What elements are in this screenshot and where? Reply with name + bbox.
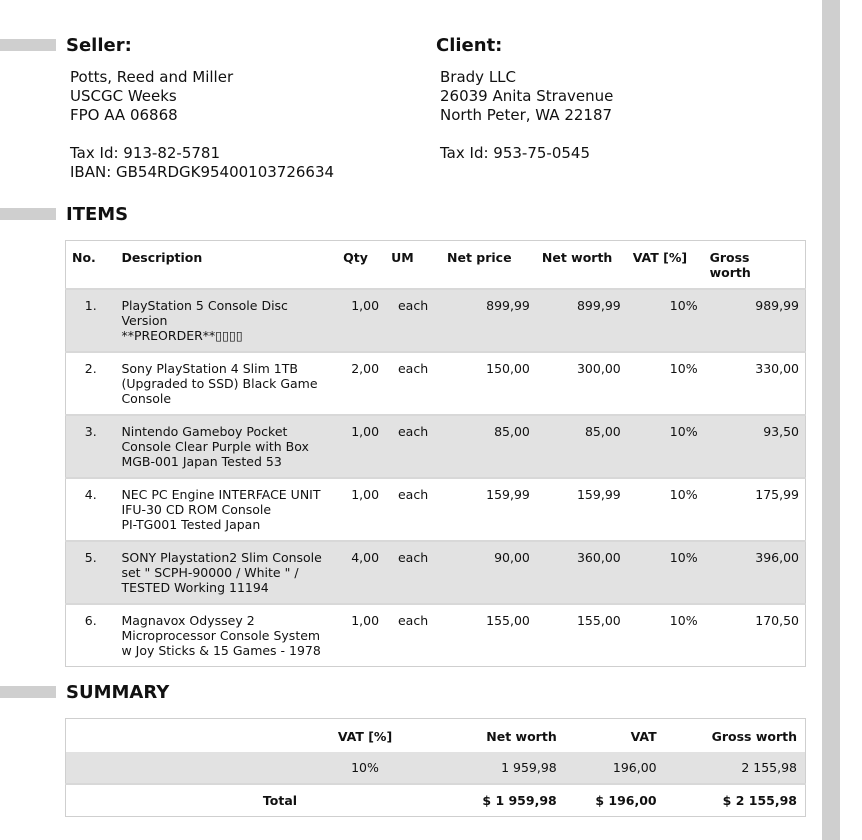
summary-col-vat: VAT [%]	[337, 728, 393, 744]
desc-line: MGB-001 Japan Tested 53	[121, 454, 282, 469]
item-net-worth: 159,99	[536, 478, 627, 541]
item-qty: 2,00	[337, 352, 385, 415]
col-net-price: Net price	[441, 241, 536, 290]
item-gross-worth: 330,00	[704, 352, 806, 415]
summary-total-label: Total	[66, 784, 306, 817]
summary-rate-label	[66, 752, 306, 784]
desc-line: SONY Playstation2 Slim Console	[121, 550, 322, 565]
client-name: Brady LLC	[440, 68, 517, 86]
desc-line: TESTED Working 11194	[121, 580, 269, 595]
section-marker-items	[0, 208, 56, 220]
desc-line: IFU-30 CD ROM Console	[121, 502, 272, 517]
item-um: each	[385, 415, 441, 478]
item-net-price: 150,00	[441, 352, 536, 415]
desc-line: NEC PC Engine INTERFACE UNIT	[121, 487, 321, 502]
col-gross-worth	[704, 241, 806, 290]
item-vat: 10%	[627, 352, 704, 415]
item-net-worth: 360,00	[536, 541, 627, 604]
table-row	[66, 415, 806, 478]
item-net-worth: 85,00	[536, 415, 627, 478]
col-net-worth: Net worth	[536, 241, 627, 290]
desc-line: (Upgraded to SSD) Black Game	[121, 376, 318, 391]
item-description	[115, 541, 337, 604]
client-info	[440, 68, 613, 163]
table-row	[66, 541, 806, 604]
desc-line: Nintendo Gameboy Pocket	[121, 424, 288, 439]
item-um: each	[397, 613, 429, 628]
seller-info	[70, 68, 334, 182]
seller-name: Potts, Reed and Miller	[70, 68, 234, 86]
desc-line: Console Clear Purple with Box	[121, 439, 309, 454]
item-net-price: 899,99	[441, 289, 536, 352]
item-gross-worth: 175,99	[704, 478, 806, 541]
item-qty: 4,00	[337, 541, 385, 604]
item-description	[115, 604, 337, 667]
desc-line: Microprocessor Console System	[121, 628, 321, 643]
col-no: No.	[66, 241, 116, 290]
table-row	[66, 604, 806, 667]
col-gross-line2: worth	[709, 265, 751, 280]
table-row	[66, 478, 806, 541]
item-vat: 10%	[627, 478, 704, 541]
summary-header-row	[66, 719, 806, 753]
col-um: UM	[385, 241, 441, 290]
item-net-price: 155,00	[486, 613, 530, 628]
item-no: 2.	[66, 352, 116, 415]
section-marker-summary	[0, 686, 56, 698]
item-net-worth: 899,99	[536, 289, 627, 352]
item-no: 4.	[66, 478, 116, 541]
item-qty: 1,00	[351, 613, 380, 628]
item-vat: 10%	[627, 541, 704, 604]
client-address-line2: North Peter, WA 22187	[440, 106, 613, 124]
item-qty: 1,00	[337, 289, 385, 352]
col-gross-line1: Gross	[709, 250, 750, 265]
item-net-price: 85,00	[441, 415, 536, 478]
desc-line: w Joy Sticks & 15 Games - 1978	[121, 643, 321, 658]
items-heading: ITEMS	[66, 204, 129, 225]
summary-heading: SUMMARY	[66, 682, 170, 703]
desc-line: Console	[121, 391, 172, 406]
item-no: 1.	[66, 289, 116, 352]
item-net-price: 159,99	[441, 478, 536, 541]
page-edge-scrollbar[interactable]	[822, 0, 840, 840]
item-gross-worth: 396,00	[704, 541, 806, 604]
summary-col-empty	[66, 719, 306, 753]
item-gross-worth: 989,99	[704, 289, 806, 352]
desc-line: **PREORDER**▯▯▯▯	[121, 328, 243, 343]
item-qty: 1,00	[337, 415, 385, 478]
item-no: 6.	[84, 613, 97, 628]
desc-line: Magnavox Odyssey 2	[121, 613, 255, 628]
col-description: Description	[115, 241, 337, 290]
item-um: each	[385, 541, 441, 604]
seller-tax-id: Tax Id: 913-82-5781	[70, 144, 220, 162]
item-um: each	[385, 289, 441, 352]
item-description	[115, 289, 337, 352]
client-address-line1: 26039 Anita Stravenue	[440, 87, 614, 105]
item-qty: 1,00	[337, 478, 385, 541]
summary-rate-vat-amount: 196,00	[565, 752, 665, 784]
summary-rate-gross-worth: 2 155,98	[665, 752, 806, 784]
desc-line: set " SCPH-90000 / White " /	[121, 565, 299, 580]
summary-col-vat-amount: VAT	[630, 728, 657, 744]
summary-total-row	[66, 784, 806, 817]
client-tax-id: Tax Id: 953-75-0545	[440, 144, 590, 162]
item-gross-worth: 170,50	[755, 613, 799, 628]
summary-total-vat	[305, 784, 425, 817]
item-net-worth: 300,00	[536, 352, 627, 415]
item-no: 3.	[66, 415, 116, 478]
item-um: each	[385, 478, 441, 541]
item-description	[115, 478, 337, 541]
col-qty: Qty	[337, 241, 385, 290]
item-no: 5.	[66, 541, 116, 604]
desc-line: Sony PlayStation 4 Slim 1TB	[121, 361, 298, 376]
seller-address-line2: FPO AA 06868	[70, 106, 178, 124]
seller-iban: IBAN: GB54RDGK95400103726634	[70, 163, 335, 181]
table-row	[66, 289, 806, 352]
section-marker-seller	[0, 39, 56, 51]
summary-rate-vat: 10%	[305, 752, 425, 784]
summary-rate-row	[66, 752, 806, 784]
desc-line: PlayStation 5 Console Disc	[121, 298, 288, 313]
summary-total-vat-amount: $ 196,00	[565, 784, 665, 817]
summary-col-net-worth: Net worth	[486, 728, 557, 744]
table-row	[66, 352, 806, 415]
seller-address-line1: USCGC Weeks	[70, 87, 177, 105]
item-description	[115, 415, 337, 478]
summary-rate-net-worth: 1 959,98	[425, 752, 565, 784]
item-vat: 10%	[627, 415, 704, 478]
item-net-worth: 155,00	[576, 613, 621, 628]
col-vat: VAT [%]	[627, 241, 704, 290]
item-vat: 10%	[627, 289, 704, 352]
summary-total-net-worth: $ 1 959,98	[425, 784, 565, 817]
item-um: each	[385, 352, 441, 415]
item-gross-worth: 93,50	[704, 415, 806, 478]
client-heading: Client:	[436, 35, 503, 56]
summary-table	[65, 718, 806, 817]
summary-col-gross-worth: Gross worth	[711, 728, 797, 744]
items-table	[65, 240, 806, 667]
item-vat: 10%	[669, 613, 698, 628]
seller-heading: Seller:	[66, 35, 132, 56]
item-net-price: 90,00	[441, 541, 536, 604]
items-header-row	[66, 241, 806, 290]
desc-line: Version	[121, 313, 168, 328]
summary-total-gross-worth: $ 2 155,98	[665, 784, 806, 817]
item-description	[115, 352, 337, 415]
desc-line: PI-TG001 Tested Japan	[121, 517, 261, 532]
